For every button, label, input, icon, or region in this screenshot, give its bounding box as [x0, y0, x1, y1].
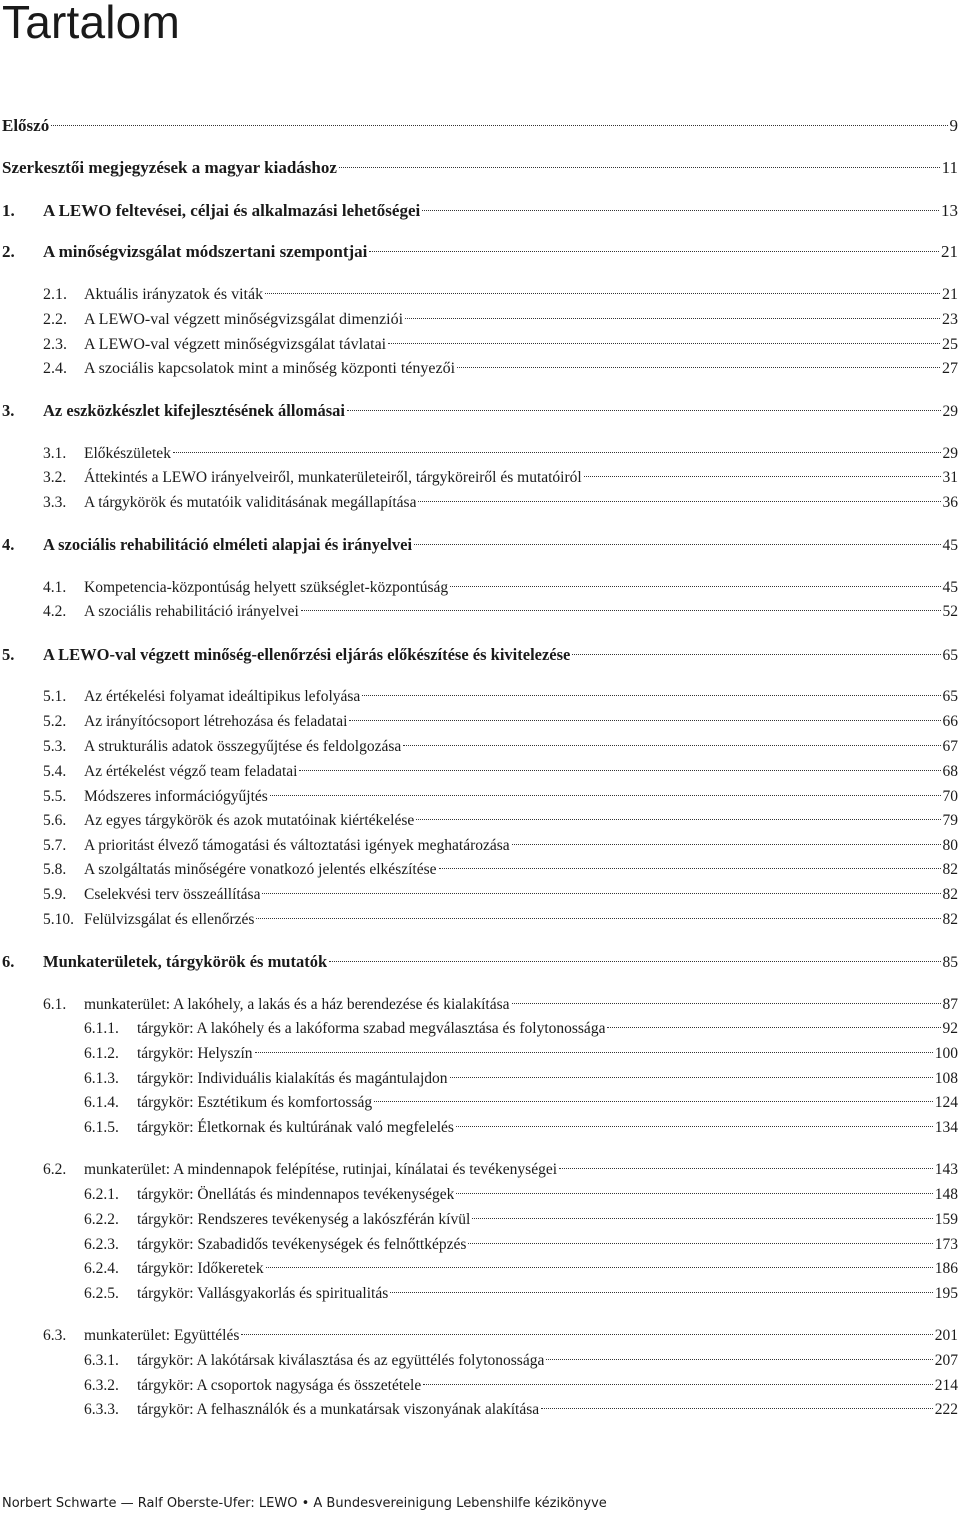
toc-entry-number: 2.1. — [43, 286, 67, 303]
toc-entry-page: 65 — [942, 647, 958, 664]
toc-entry-title: A minőségvizsgálat módszertani szempontjai — [43, 242, 368, 261]
toc-entry-chapter-2[interactable] — [2, 240, 958, 264]
toc-entry-number: 6.2. — [43, 1161, 67, 1178]
toc-entry-section-6-3[interactable] — [43, 1324, 958, 1348]
dot-leader — [51, 125, 947, 126]
toc-entry-title: A strukturális adatok összegyűjtése és feldolgozása — [84, 738, 402, 755]
toc-entry-page: 52 — [942, 603, 958, 620]
toc-entry-page: 143 — [934, 1161, 958, 1178]
toc-entry-title: tárgykör: A felhasználók és a munkatársak viszonyának alakítása — [137, 1401, 540, 1418]
toc-entry-section-5-1[interactable] — [43, 685, 958, 709]
toc-entry-title: Az értékelést végző team feladatai — [84, 763, 298, 780]
page-title: Tartalom — [2, 0, 180, 48]
toc-entry-title: A LEWO feltevései, céljai és alkalmazási lehetőségei — [43, 201, 421, 220]
toc-entry-page: 23 — [942, 311, 958, 328]
toc-entry-number: 2.3. — [43, 336, 67, 353]
dot-leader — [403, 745, 940, 746]
dot-leader — [439, 868, 941, 869]
dot-leader — [468, 1243, 932, 1244]
toc-entry-section-5-2[interactable] — [43, 710, 958, 734]
toc-entry-title: A LEWO-val végzett minőségvizsgálat dimenziói — [84, 311, 404, 328]
dot-leader — [347, 410, 941, 411]
toc-entry-number: 6.1.3. — [84, 1070, 119, 1087]
toc-entry-section-2-1[interactable] — [43, 283, 958, 307]
toc-entry-page: 82 — [942, 861, 958, 878]
toc-entry-title: tárgykör: Életkornak és kultúrának való megfelelés — [137, 1119, 454, 1136]
toc-entry-page: 66 — [942, 713, 958, 730]
toc-entry-section-3-2[interactable] — [43, 466, 958, 490]
toc-entry-subsection-6-1-2[interactable] — [84, 1042, 958, 1066]
toc-entry-page: 70 — [942, 788, 958, 805]
toc-entry-number: 5.1. — [43, 688, 67, 705]
toc-entry-title: Kompetencia-központúság helyett szükséglet-központúság — [84, 579, 449, 596]
toc-entry-number: 6.1.1. — [84, 1020, 119, 1037]
toc-entry-page: 173 — [934, 1236, 958, 1253]
toc-entry-title: Felülvizsgálat és ellenőrzés — [84, 911, 255, 928]
toc-entry-number: 4. — [2, 535, 15, 554]
dot-leader — [362, 695, 940, 696]
toc-entry-number: 6.1.5. — [84, 1119, 119, 1136]
toc-entry-number: 5. — [2, 645, 15, 664]
toc-entry-editor-notes[interactable] — [2, 156, 958, 180]
dot-leader — [339, 167, 940, 168]
toc-entry-page: 31 — [942, 469, 958, 486]
dot-leader — [414, 544, 940, 545]
toc-entry-section-2-4[interactable] — [43, 357, 958, 381]
toc-entry-subsection-6-3-3[interactable] — [84, 1398, 958, 1422]
dot-leader — [266, 1267, 933, 1268]
dot-leader — [349, 720, 940, 721]
toc-entry-title: tárgykör: Vallásgyakorlás és spiritualitás — [137, 1285, 389, 1302]
toc-entry-subsection-6-2-4[interactable] — [84, 1257, 958, 1281]
toc-entry-title: tárgykör: Időkeretek — [137, 1260, 264, 1277]
toc-entry-title: tárgykör: Esztétikum és komfortosság — [137, 1094, 373, 1111]
dot-leader — [388, 343, 940, 344]
toc-entry-chapter-1[interactable] — [2, 199, 958, 223]
toc-entry-page: 214 — [934, 1377, 958, 1394]
dot-leader — [572, 654, 940, 655]
dot-leader — [423, 1384, 933, 1385]
toc-entry-title: tárgykör: Helyszín — [137, 1045, 253, 1062]
toc-entry-title: A tárgykörök és mutatóik validitásának megállapítása — [84, 494, 417, 511]
toc-entry-title: munkaterület: A lakóhely, a lakás és a ház berendezése és kialakítása — [84, 996, 510, 1013]
toc-entry-page: 79 — [942, 812, 958, 829]
toc-entry-title: tárgykör: Szabadidős tevékenységek és felnőttképzés — [137, 1236, 467, 1253]
toc-entry-number: 5.5. — [43, 788, 67, 805]
toc-entry-title: A szociális rehabilitáció elméleti alapjai és irányelvei — [43, 535, 413, 554]
toc-entry-title: Módszeres információgyűjtés — [84, 788, 268, 805]
toc-entry-page: 9 — [949, 116, 958, 135]
toc-entry-number: 3.1. — [43, 445, 67, 462]
dot-leader — [422, 210, 939, 211]
toc-entry-title: A szociális rehabilitáció irányelvei — [84, 603, 299, 620]
toc-entry-title: A prioritást élvező támogatási és változtatási igények meghatározása — [84, 837, 510, 854]
toc-entry-chapter-5[interactable] — [2, 643, 958, 667]
dot-leader — [607, 1027, 940, 1028]
toc-entry-subsection-6-2-5[interactable] — [84, 1282, 958, 1306]
toc-entry-page: 186 — [934, 1260, 958, 1277]
toc-entry-section-5-8[interactable] — [43, 858, 958, 882]
toc-entry-section-6-2[interactable] — [43, 1158, 958, 1182]
dot-leader — [512, 844, 941, 845]
toc-entry-number: 6.3. — [43, 1327, 67, 1344]
dot-leader — [173, 452, 941, 453]
toc-entry-number: 5.3. — [43, 738, 67, 755]
toc-entry-number: 4.1. — [43, 579, 67, 596]
toc-entry-title: Előkészületek — [84, 445, 171, 462]
toc-entry-section-3-1[interactable] — [43, 442, 958, 466]
toc-entry-title: Az értékelési folyamat ideáltipikus lefolyása — [84, 688, 361, 705]
toc-entry-number: 6. — [2, 952, 15, 971]
toc-entry-page: 21 — [941, 242, 958, 261]
toc-entry-number: 2. — [2, 242, 15, 261]
toc-entry-page: 92 — [942, 1020, 958, 1037]
toc-entry-title: Szerkesztői megjegyzések a magyar kiadáshoz — [2, 158, 337, 177]
toc-entry-page: 27 — [942, 360, 958, 377]
toc-entry-number: 6.2.1. — [84, 1186, 119, 1203]
toc-entry-page: 25 — [942, 336, 958, 353]
toc-entry-title: Áttekintés a LEWO irányelveiről, munkaterületeiről, tárgyköreiről és mutatóiról — [84, 469, 582, 486]
dot-leader — [450, 586, 940, 587]
dot-leader — [546, 1359, 932, 1360]
toc-entry-number: 6.1.2. — [84, 1045, 119, 1062]
toc-entry-page: 11 — [941, 158, 958, 177]
toc-entry-number: 6.2.2. — [84, 1211, 119, 1228]
dot-leader — [559, 1168, 933, 1169]
toc-entry-subsection-6-3-1[interactable] — [84, 1349, 958, 1373]
toc-entry-title: A szolgáltatás minőségére vonatkozó jelentés elkészítése — [84, 861, 437, 878]
toc-entry-title: tárgykör: A lakótársak kiválasztása és az együttélés folytonossága — [137, 1352, 545, 1369]
toc-entry-subsection-6-1-3[interactable] — [84, 1067, 958, 1091]
dot-leader — [541, 1408, 933, 1409]
dot-leader — [255, 1052, 933, 1053]
toc-entry-title: A LEWO-val végzett minőség-ellenőrzési eljárás előkészítése és kivitelezése — [43, 645, 571, 664]
toc-entry-page: 67 — [942, 738, 958, 755]
toc-entry-section-5-10[interactable] — [43, 908, 958, 932]
dot-leader — [418, 501, 940, 502]
toc-entry-page: 201 — [934, 1327, 958, 1344]
dot-leader — [329, 961, 940, 962]
page-footer: Norbert Schwarte — Ralf Oberste-Ufer: LEWO • A Bundesvereinigung Lebenshilfe kézikönyve — [2, 1496, 607, 1511]
dot-leader — [299, 770, 940, 771]
dot-leader — [584, 476, 941, 477]
toc-entry-section-4-2[interactable] — [43, 600, 958, 624]
toc-entry-subsection-6-1-1[interactable] — [84, 1017, 958, 1041]
dot-leader — [456, 1193, 932, 1194]
toc-entry-title: munkaterület: A mindennapok felépítése, rutinjai, kínálatai és tevékenységei — [84, 1161, 558, 1178]
toc-entry-page: 68 — [942, 763, 958, 780]
toc-entry-number: 2.4. — [43, 360, 67, 377]
toc-entry-section-5-4[interactable] — [43, 760, 958, 784]
toc-entry-section-5-9[interactable] — [43, 883, 958, 907]
dot-leader — [256, 918, 940, 919]
toc-entry-title: A szociális kapcsolatok mint a minőség központi tényezői — [84, 360, 456, 377]
toc-entry-page: 100 — [934, 1045, 958, 1062]
toc-entry-foreword[interactable] — [2, 114, 958, 138]
toc-entry-title: Az eszközkészlet kifejlesztésének állomásai — [43, 401, 345, 420]
toc-entry-subsection-6-3-2[interactable] — [84, 1374, 958, 1398]
dot-leader — [262, 893, 940, 894]
toc-entry-title: Aktuális irányzatok és viták — [84, 286, 264, 303]
toc-entry-subsection-6-2-1[interactable] — [84, 1183, 958, 1207]
toc-entry-subsection-6-1-4[interactable] — [84, 1091, 958, 1115]
toc-entry-page: 13 — [941, 201, 958, 220]
toc-entry-section-2-2[interactable] — [43, 308, 958, 332]
toc-entry-number: 6.1.4. — [84, 1094, 119, 1111]
toc-entry-section-5-3[interactable] — [43, 735, 958, 759]
toc-entry-page: 82 — [942, 886, 958, 903]
toc-entry-page: 222 — [934, 1401, 958, 1418]
dot-leader — [241, 1334, 932, 1335]
toc-entry-number: 6.2.3. — [84, 1236, 119, 1253]
dot-leader — [472, 1218, 932, 1219]
dot-leader — [457, 367, 940, 368]
toc-entry-number: 3.2. — [43, 469, 67, 486]
dot-leader — [450, 1077, 933, 1078]
dot-leader — [416, 819, 940, 820]
toc-entry-chapter-4[interactable] — [2, 533, 958, 557]
dot-leader — [390, 1292, 932, 1293]
toc-entry-subsection-6-1-5[interactable] — [84, 1116, 958, 1140]
dot-leader — [265, 293, 940, 294]
toc-entry-page: 65 — [942, 688, 958, 705]
toc-entry-title: Cselekvési terv összeállítása — [84, 886, 261, 903]
toc-entry-number: 5.8. — [43, 861, 67, 878]
toc-entry-subsection-6-2-3[interactable] — [84, 1233, 958, 1257]
toc-entry-title: Előszó — [2, 116, 50, 135]
toc-entry-chapter-6[interactable] — [2, 950, 958, 974]
toc-entry-number: 3. — [2, 401, 15, 420]
toc-entry-number: 6.2.4. — [84, 1260, 119, 1277]
toc-entry-title: Az irányítócsoport létrehozása és feladatai — [84, 713, 348, 730]
toc-entry-page: 195 — [934, 1285, 958, 1302]
toc-entry-number: 5.10. — [43, 911, 74, 928]
toc-entry-section-6-1[interactable] — [43, 993, 958, 1017]
toc-entry-number: 2.2. — [43, 311, 67, 328]
toc-entry-number: 1. — [2, 201, 15, 220]
toc-entry-page: 45 — [942, 579, 958, 596]
toc-entry-number: 5.7. — [43, 837, 67, 854]
toc-entry-page: 207 — [934, 1352, 958, 1369]
toc-entry-number: 6.1. — [43, 996, 67, 1013]
toc-entry-page: 45 — [942, 537, 958, 554]
toc-entry-section-4-1[interactable] — [43, 576, 958, 600]
toc-entry-section-5-6[interactable] — [43, 809, 958, 833]
toc-entry-title: tárgykör: Rendszeres tevékenység a lakószférán kívül — [137, 1211, 471, 1228]
toc-entry-number: 5.9. — [43, 886, 67, 903]
toc-entry-title: Munkaterületek, tárgykörök és mutatók — [43, 952, 328, 971]
toc-entry-page: 29 — [942, 445, 958, 462]
toc-entry-section-2-3[interactable] — [43, 333, 958, 357]
toc-entry-title: tárgykör: A lakóhely és a lakóforma szabad megválasztása és folytonossága — [137, 1020, 606, 1037]
toc-entry-page: 82 — [942, 911, 958, 928]
toc-entry-title: tárgykör: Individuális kialakítás és magántulajdon — [137, 1070, 448, 1087]
toc-entry-title: tárgykör: Önellátás és mindennapos tevékenységek — [137, 1186, 455, 1203]
toc-entry-title: munkaterület: Együttélés — [84, 1327, 240, 1344]
toc-entry-title: tárgykör: A csoportok nagysága és összetétele — [137, 1377, 422, 1394]
toc-entry-number: 5.6. — [43, 812, 67, 829]
dot-leader — [369, 251, 939, 252]
toc-entry-page: 36 — [942, 494, 958, 511]
toc-entry-subsection-6-2-2[interactable] — [84, 1208, 958, 1232]
toc-entry-page: 87 — [942, 996, 958, 1013]
toc-entry-page: 124 — [934, 1094, 958, 1111]
toc-entry-number: 6.3.3. — [84, 1401, 119, 1418]
toc-entry-section-5-5[interactable] — [43, 785, 958, 809]
toc-entry-number: 6.3.2. — [84, 1377, 119, 1394]
dot-leader — [456, 1126, 933, 1127]
toc-entry-number: 5.2. — [43, 713, 67, 730]
toc-entry-page: 159 — [934, 1211, 958, 1228]
dot-leader — [405, 318, 940, 319]
dot-leader — [270, 795, 941, 796]
toc-entry-section-3-3[interactable] — [43, 491, 958, 515]
toc-entry-page: 148 — [934, 1186, 958, 1203]
toc-entry-title: A LEWO-val végzett minőségvizsgálat távlatai — [84, 336, 387, 353]
dot-leader — [301, 610, 941, 611]
toc-entry-number: 4.2. — [43, 603, 67, 620]
toc-entry-title: Az egyes tárgykörök és azok mutatóinak kiértékelése — [84, 812, 415, 829]
toc-entry-number: 6.2.5. — [84, 1285, 119, 1302]
dot-leader — [374, 1101, 933, 1102]
toc-entry-number: 5.4. — [43, 763, 67, 780]
toc-entry-chapter-3[interactable] — [2, 399, 958, 423]
toc-entry-page: 29 — [942, 403, 958, 420]
toc-entry-page: 108 — [934, 1070, 958, 1087]
toc-entry-page: 85 — [942, 954, 958, 971]
toc-entry-number: 3.3. — [43, 494, 67, 511]
toc-entry-page: 134 — [934, 1119, 958, 1136]
toc-entry-section-5-7[interactable] — [43, 834, 958, 858]
toc-entry-number: 6.3.1. — [84, 1352, 119, 1369]
toc-entry-page: 21 — [942, 286, 958, 303]
toc-entry-page: 80 — [942, 837, 958, 854]
dot-leader — [512, 1003, 941, 1004]
